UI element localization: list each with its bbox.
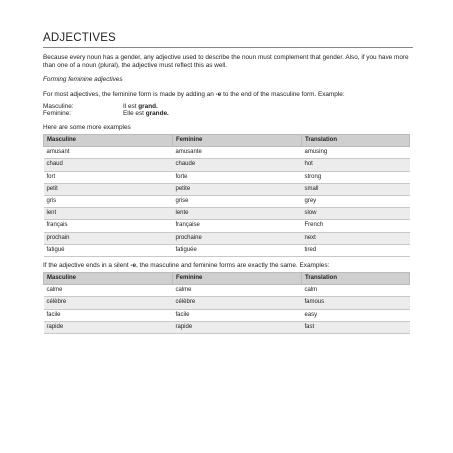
- table-row: [44, 159, 410, 171]
- silent-e-table: [43, 272, 410, 334]
- feminine-sentence: [123, 110, 169, 118]
- cell-translation: fast: [302, 321, 410, 333]
- table-row: [44, 147, 410, 159]
- cell-masculine: rapide: [44, 321, 173, 333]
- header-translation: Translation: [302, 273, 410, 285]
- table-row: [44, 183, 410, 195]
- cell-translation: small: [302, 183, 410, 195]
- cell-masculine: lent: [44, 208, 173, 220]
- subheading: Forming feminine adjectives: [43, 76, 123, 84]
- table-row: [44, 232, 410, 244]
- example-masculine: [43, 103, 413, 111]
- cell-feminine: française: [173, 220, 302, 232]
- masculine-word: grand.: [138, 102, 158, 110]
- intro-paragraph: Because every noun has a gender, any adjective used to describe the noun must complement that gender. Also, if you have more than one of a noun (plural), the adjective must reflect this as well.: [43, 54, 409, 70]
- cell-masculine: fatigué: [44, 244, 173, 256]
- cell-feminine: calme: [173, 285, 302, 297]
- example-feminine: [43, 110, 413, 118]
- cell-feminine: rapide: [173, 321, 302, 333]
- table-header-row: [44, 273, 410, 285]
- rule1-after: to the end of the masculine form. Example:: [221, 90, 345, 98]
- header-masculine: Masculine: [44, 273, 173, 285]
- cell-masculine: petit: [44, 183, 173, 195]
- table-row: [44, 297, 410, 309]
- cell-feminine: forte: [173, 171, 302, 183]
- rule2-after: , the masculine and feminine forms are exactly the same. Examples:: [136, 262, 330, 270]
- rule1-paragraph: [43, 91, 413, 99]
- cell-masculine: gris: [44, 196, 173, 208]
- masculine-sentence: [123, 103, 158, 111]
- cell-feminine: facile: [173, 309, 302, 321]
- table-row: [44, 220, 410, 232]
- rule2-before: If the adjective ends in a silent: [43, 262, 131, 270]
- cell-feminine: prochaine: [173, 232, 302, 244]
- rule1-before: For most adjectives, the feminine form is made by adding an: [43, 90, 216, 98]
- cell-translation: easy: [302, 309, 410, 321]
- example-block: [43, 103, 413, 118]
- cell-masculine: chaud: [44, 159, 173, 171]
- table-row: [44, 244, 410, 256]
- masculine-label: Masculine:: [43, 102, 74, 110]
- cell-feminine: lente: [173, 208, 302, 220]
- cell-translation: strong: [302, 171, 410, 183]
- cell-feminine: chaude: [173, 159, 302, 171]
- document-page: [43, 0, 413, 334]
- table-row: [44, 309, 410, 321]
- cell-translation: grey: [302, 196, 410, 208]
- cell-feminine: fatiguée: [173, 244, 302, 256]
- cell-masculine: facile: [44, 309, 173, 321]
- cell-translation: next: [302, 232, 410, 244]
- table-row: [44, 285, 410, 297]
- cell-feminine: amusante: [173, 147, 302, 159]
- table-row: [44, 171, 410, 183]
- table-row: [44, 321, 410, 333]
- cell-translation: calm: [302, 285, 410, 297]
- cell-masculine: célèbre: [44, 297, 173, 309]
- feminine-label: Feminine:: [43, 110, 72, 118]
- masculine-text: Il est: [123, 102, 139, 110]
- header-masculine: Masculine: [44, 135, 173, 147]
- rule2-paragraph: [43, 262, 413, 270]
- cell-masculine: calme: [44, 285, 173, 297]
- header-feminine: Feminine: [173, 135, 302, 147]
- cell-translation: famous: [302, 297, 410, 309]
- header-translation: Translation: [302, 135, 410, 147]
- cell-masculine: prochain: [44, 232, 173, 244]
- table-row: [44, 196, 410, 208]
- cell-translation: slow: [302, 208, 410, 220]
- cell-feminine: grise: [173, 196, 302, 208]
- feminine-word: grande.: [145, 110, 169, 118]
- cell-translation: amusing: [302, 147, 410, 159]
- cell-translation: tired: [302, 244, 410, 256]
- cell-feminine: célèbre: [173, 297, 302, 309]
- more-examples-label: Here are some more examples: [43, 124, 131, 131]
- cell-feminine: petite: [173, 183, 302, 195]
- cell-translation: hot: [302, 159, 410, 171]
- cell-masculine: amusant: [44, 147, 173, 159]
- table-row: [44, 208, 410, 220]
- feminine-text: Elle est: [123, 110, 146, 118]
- adjectives-table: [43, 134, 410, 257]
- cell-translation: French: [302, 220, 410, 232]
- page-title: ADJECTIVES: [43, 32, 413, 48]
- table-header-row: [44, 135, 410, 147]
- rule2-suffix: -e: [130, 262, 137, 270]
- cell-masculine: fort: [44, 171, 173, 183]
- header-feminine: Feminine: [173, 273, 302, 285]
- rule1-suffix: -e: [215, 90, 222, 98]
- cell-masculine: français: [44, 220, 173, 232]
